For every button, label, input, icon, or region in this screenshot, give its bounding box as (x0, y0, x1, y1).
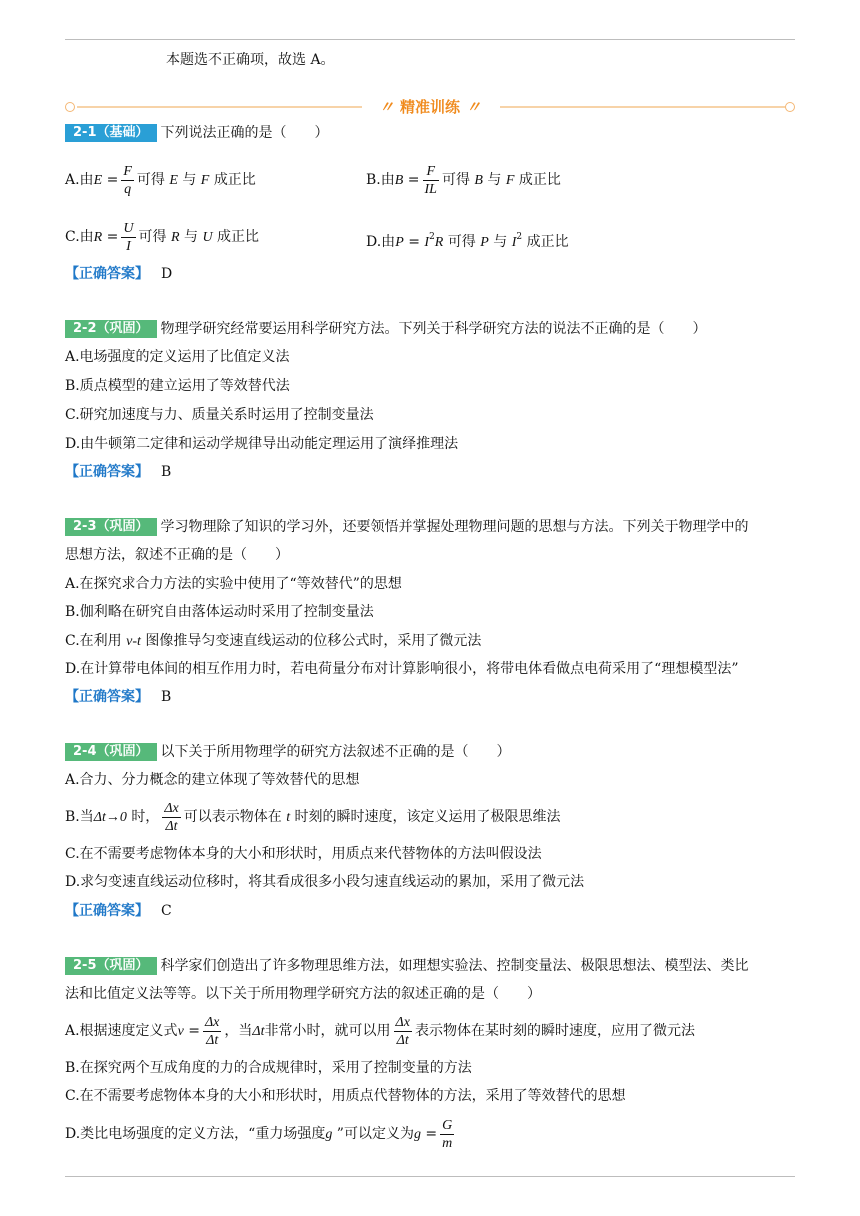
answer-label: 【正确答案】 (65, 689, 149, 705)
option-b: B.质点模型的建立运用了等效替代法 (65, 378, 290, 394)
option-d: D.由$P = I^2R$ 可得 P 与 $I^2$ 成正比 (366, 232, 569, 250)
option-d: D.求匀变速直线运动位移时，将其看成很多小段匀速直线运动的累加，采用了微元法 (65, 874, 585, 890)
question-stem (65, 742, 511, 762)
option-a: A.由E = $\frac{F}{q}$ 可得 E 与 F 成正比 (65, 163, 256, 197)
answer-row (65, 462, 171, 482)
option-c: C.在不需要考虑物体本身的大小和形状时，用质点来代替物体的方法叫假设法 (65, 846, 542, 862)
stem-text: 物理学研究经常要运用科学研究方法。下列关于科学研究方法的说法不正确的是（ ） (160, 321, 707, 337)
banner-left-mark: 〃 (378, 98, 394, 116)
banner-title: 精准训练 (399, 98, 460, 116)
answer-value: C (161, 903, 172, 919)
section-banner (65, 96, 795, 118)
option-d: D.在计算带电体间的相互作用力时，若电荷量分布对计算影响很小，将带电体看做点电荷采用了“理想模型法” (65, 661, 739, 677)
stem-text: 下列说法正确的是（ ） (160, 125, 329, 141)
fraction: $\frac{F}{q}$ (123, 163, 132, 197)
answer-value: D (161, 266, 173, 282)
option-a: A.合力、分力概念的建立体现了等效替代的思想 (65, 772, 360, 788)
option-d: D.类比电场强度的定义方法，“重力场强度g ”可以定义为g = $\frac{G}{m}$ (65, 1117, 453, 1151)
question-tag: 2-5（巩固） (65, 957, 157, 975)
option-c: C.在利用 v-t 图像推导匀变速直线运动的位移公式时，采用了微元法 (65, 633, 482, 649)
option-b: B.在探究两个互成角度的力的合成规律时，采用了控制变量的方法 (65, 1060, 472, 1076)
banner-right-mark: 〃 (466, 98, 482, 116)
option-a: A.电场强度的定义运用了比值定义法 (65, 349, 290, 365)
answer-value: B (161, 464, 172, 480)
header-rule (65, 39, 795, 40)
fraction: $\frac{\Delta x}{\Delta t}$ (164, 800, 179, 834)
fraction: $\frac{\Delta x}{\Delta t}$ (204, 1014, 220, 1048)
answer-value: B (161, 689, 172, 705)
option-a: A.根据速度定义式v = $\frac{\Delta x}{\Delta t}$ ，当Δt非常小时，就可以用 $\frac{\Delta x}{\Delta t}$ 表示物体在某时刻的瞬时速度，应用了微元法 (65, 1014, 695, 1048)
answer-row (65, 901, 172, 921)
question-stem (65, 319, 707, 339)
option-a: A.在探究求合力方法的实验中使用了“等效替代”的思想 (65, 576, 402, 592)
answer-label: 【正确答案】 (65, 266, 149, 282)
question-tag: 2-1（基础） (65, 124, 157, 142)
question-stem (65, 517, 749, 537)
stem-text: 以下关于所用物理学的研究方法叙述不正确的是（ ） (160, 744, 511, 760)
question-stem (65, 956, 749, 976)
stem-text: 科学家们创造出了许多物理思维方法，如理想实验法、控制变量法、极限思想法、模型法、类比 (160, 958, 749, 974)
fraction: $\frac{G}{m}$ (442, 1117, 453, 1151)
fraction: $\frac{\Delta x}{\Delta t}$ (395, 1014, 410, 1048)
question-tag: 2-4（巩固） (65, 743, 157, 761)
fraction: $\frac{F}{IL}$ (424, 163, 437, 197)
question-tag: 2-3（巩固） (65, 518, 157, 536)
option-c: C.研究加速度与力、质量关系时运用了控制变量法 (65, 407, 374, 423)
answer-label: 【正确答案】 (65, 903, 149, 919)
answer-label: 【正确答案】 (65, 464, 149, 480)
intro-text: 本题选不正确项，故选 A。 (166, 52, 335, 68)
stem-continued: 思想方法，叙述不正确的是（ ） (65, 547, 289, 563)
option-b: B.当Δt→0 时， $\frac{\Delta x}{\Delta t}$ 可以表示物体在 t 时刻的瞬时速度，该定义运用了极限思维法 (65, 800, 561, 834)
option-d: D.由牛顿第二定律和运动学规律导出动能定理运用了演绎推理法 (65, 436, 459, 452)
question-stem (65, 123, 329, 143)
answer-row (65, 264, 172, 284)
option-b: B.伽利略在研究自由落体运动时采用了控制变量法 (65, 604, 374, 620)
stem-text: 学习物理除了知识的学习外，还要领悟并掌握处理物理问题的思想与方法。下列关于物理学中的 (160, 519, 749, 535)
question-tag: 2-2（巩固） (65, 320, 157, 338)
stem-continued: 法和比值定义法等等。以下关于所用物理学研究方法的叙述正确的是（ ） (65, 986, 541, 1002)
footer-rule (65, 1176, 795, 1177)
answer-row (65, 687, 171, 707)
option-c: C.由R = $\frac{U}{I}$ 可得 R 与 U 成正比 (65, 220, 260, 254)
option-b: B.由B = $\frac{F}{IL}$ 可得 B 与 F 成正比 (366, 163, 561, 197)
fraction: $\frac{U}{I}$ (123, 220, 134, 254)
option-c: C.在不需要考虑物体本身的大小和形状时，用质点代替物体的方法，采用了等效替代的思想 (65, 1088, 626, 1104)
